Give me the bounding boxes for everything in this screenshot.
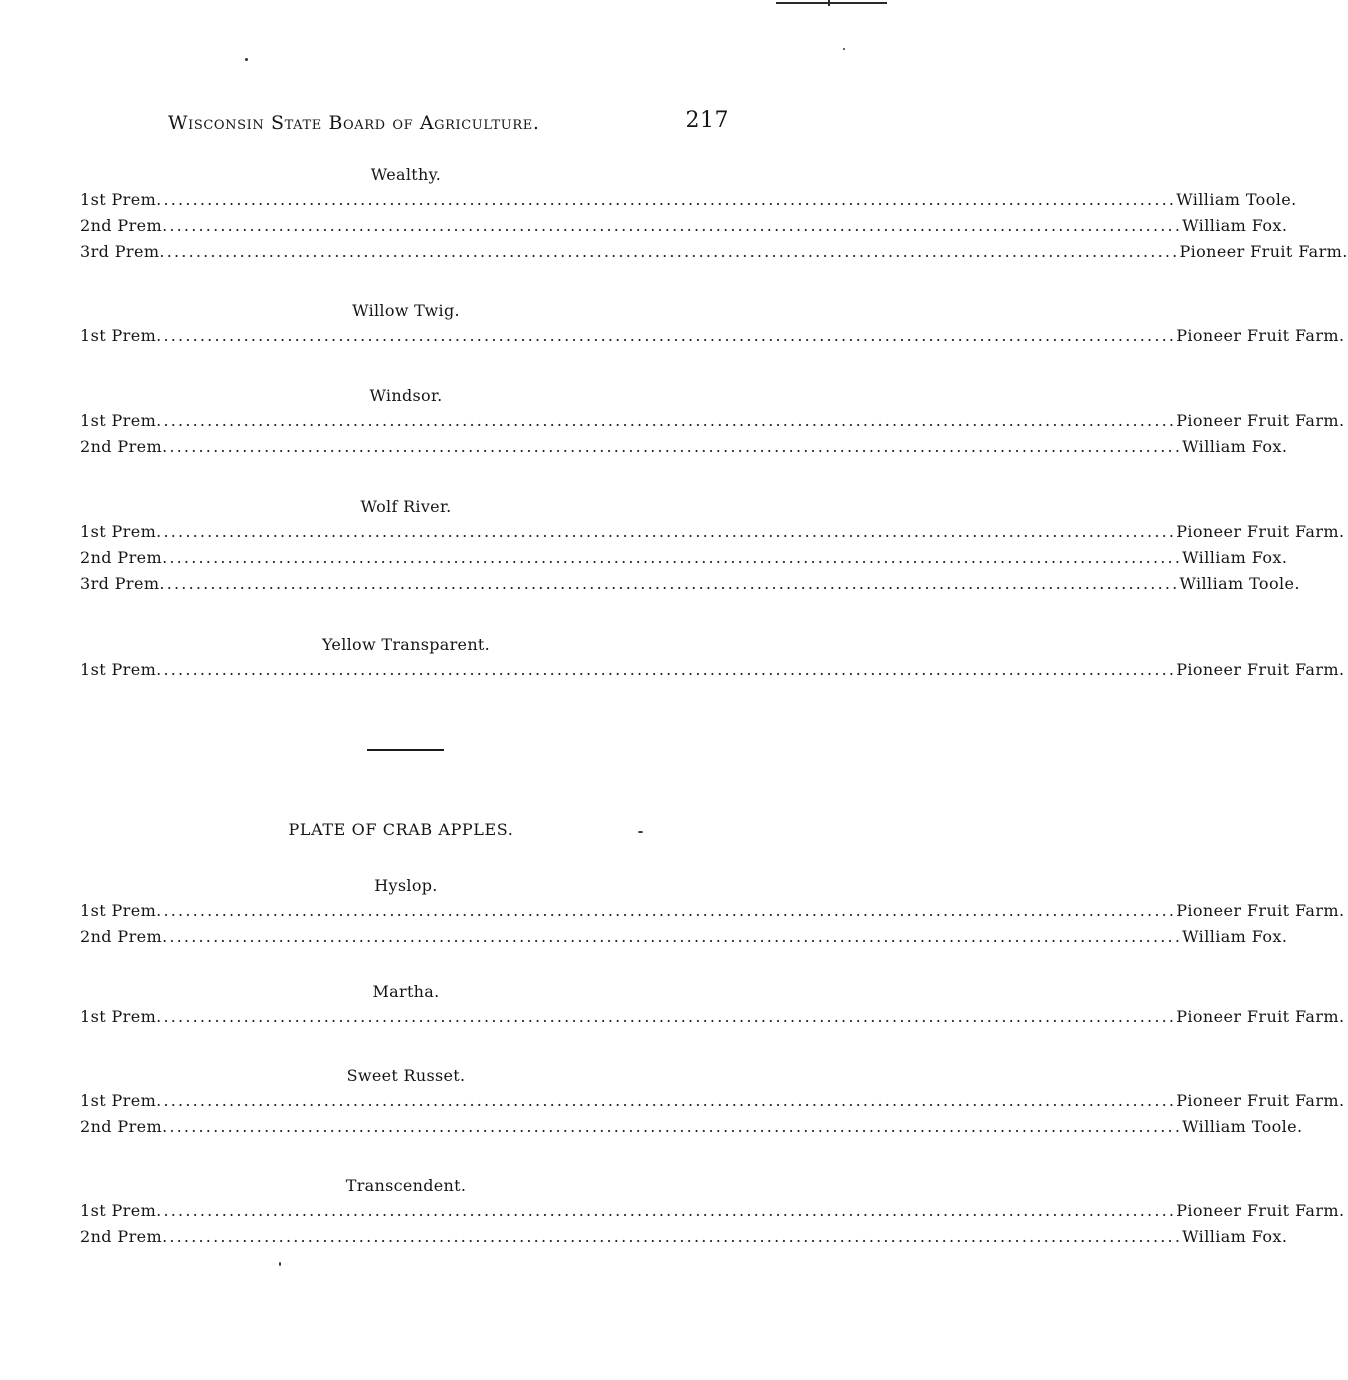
leader-dots: ............................................................................................................................................ [162,927,1183,946]
page-number: 217 [685,108,729,133]
premium-row [80,242,1348,264]
premium-winner: William Fox. [1182,437,1288,456]
premium-label: 1st Prem [80,1201,157,1220]
scan-speck [843,48,845,50]
premium-row [80,326,1345,348]
variety-title: Martha. [372,982,440,1001]
leader-dots: ............................................................................................................................................ [156,1091,1177,1110]
premium-winner: Pioneer Fruit Farm. [1176,660,1345,679]
crab-apples-heading: PLATE OF CRAB APPLES. [288,820,514,839]
leader-dots: ............................................................................................................................................ [156,660,1177,679]
premium-row [80,522,1345,544]
premium-label: 2nd Prem [80,216,163,235]
premium-winner: Pioneer Fruit Farm. [1176,522,1345,541]
leader-dots: ............................................................................................................................................ [162,1117,1183,1136]
premium-label: 2nd Prem [80,1117,163,1136]
leader-dots: ............................................................................................................................................ [159,242,1180,261]
premium-row [80,1227,1288,1249]
premium-label: 1st Prem [80,522,157,541]
premium-label: 1st Prem [80,660,157,679]
leader-dots: ............................................................................................................................................ [156,522,1177,541]
variety-title: Wolf River. [360,497,452,516]
variety-title: Windsor. [369,386,443,405]
variety-title: Wealthy. [370,165,442,184]
variety-title: Yellow Transparent. [321,635,491,654]
premium-label: 2nd Prem [80,548,163,567]
premium-label: 1st Prem [80,901,157,920]
premium-winner: Pioneer Fruit Farm. [1176,326,1345,345]
leader-dots: ............................................................................................................................................ [162,216,1183,235]
scan-edge-line [776,2,887,4]
premium-winner: Pioneer Fruit Farm. [1176,411,1345,430]
premium-winner: William Fox. [1182,1227,1288,1246]
premium-winner: Pioneer Fruit Farm. [1176,1201,1345,1220]
leader-dots: ............................................................................................................................................ [156,901,1177,920]
premium-label: 2nd Prem [80,1227,163,1246]
premium-row [80,1007,1345,1029]
premium-label: 1st Prem [80,411,157,430]
premium-row [80,190,1297,212]
premium-winner: William Toole. [1176,190,1297,209]
leader-dots: ............................................................................................................................................ [156,190,1177,209]
premium-winner: William Fox. [1182,216,1288,235]
leader-dots: ............................................................................................................................................ [156,1007,1177,1026]
premium-winner: William Toole. [1179,574,1300,593]
premium-winner: Pioneer Fruit Farm. [1176,1007,1345,1026]
leader-dots: ............................................................................................................................................ [156,411,1177,430]
premium-label: 1st Prem [80,1007,157,1026]
leader-dots: ............................................................................................................................................ [162,548,1183,567]
leader-dots: ............................................................................................................................................ [156,1201,1177,1220]
variety-title: Sweet Russet. [346,1066,466,1085]
premium-row [80,1117,1303,1139]
scan-speck [279,1262,281,1266]
running-header-title: Wisconsin State Board of Agriculture. [168,112,540,134]
scan-speck [245,58,248,61]
premium-winner: Pioneer Fruit Farm. [1176,901,1345,920]
variety-title: Willow Twig. [352,301,460,320]
variety-title: Hyslop. [374,876,438,895]
premium-row [80,548,1288,570]
premium-label: 2nd Prem [80,437,163,456]
premium-winner: William Fox. [1182,927,1288,946]
running-header [168,108,733,138]
premium-label: 1st Prem [80,190,157,209]
premium-winner: William Toole. [1182,1117,1303,1136]
leader-dots: ............................................................................................................................................ [162,437,1183,456]
premium-row [80,437,1288,459]
leader-dots: ............................................................................................................................................ [159,574,1180,593]
premium-row [80,927,1288,949]
premium-row [80,574,1300,596]
premium-label: 2nd Prem [80,927,163,946]
premium-row [80,411,1345,433]
premium-label: 3rd Prem [80,242,160,261]
premium-winner: Pioneer Fruit Farm. [1176,1091,1345,1110]
premium-row [80,216,1288,238]
premium-winner: William Fox. [1182,548,1288,567]
scan-edge-tick [828,0,830,6]
premium-row [80,660,1345,682]
premium-label: 3rd Prem [80,574,160,593]
premium-label: 1st Prem [80,1091,157,1110]
variety-title: Transcendent. [345,1176,467,1195]
premium-label: 1st Prem [80,326,157,345]
section-divider-rule [367,749,444,751]
premium-row [80,1091,1345,1113]
leader-dots: ............................................................................................................................................ [162,1227,1183,1246]
leader-dots: ............................................................................................................................................ [156,326,1177,345]
premium-row [80,901,1345,923]
premium-row [80,1201,1345,1223]
premium-winner: Pioneer Fruit Farm. [1179,242,1348,261]
